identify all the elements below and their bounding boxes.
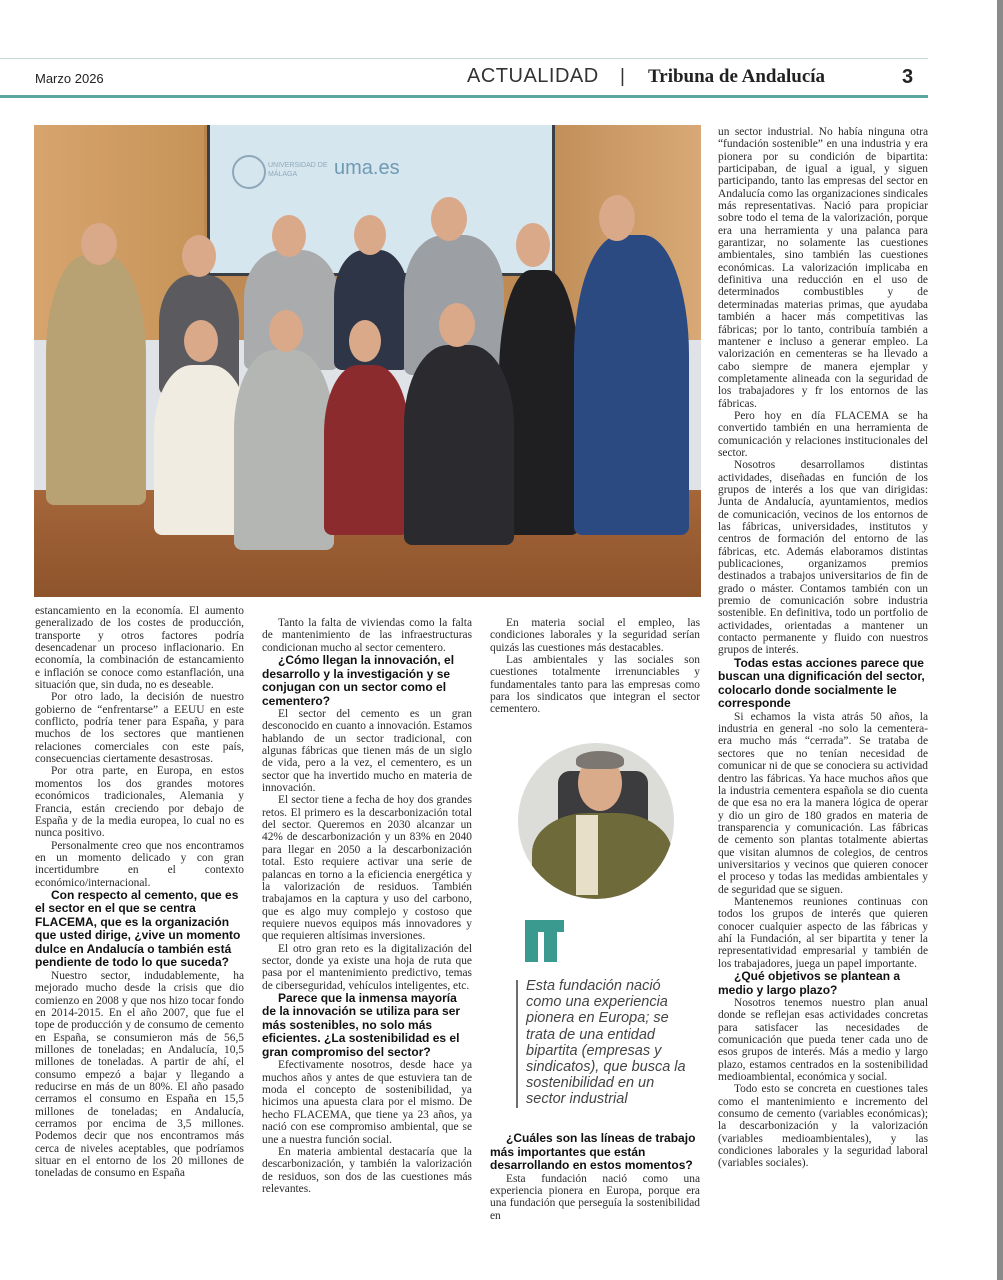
person-head [349,320,381,362]
paragraph: Efectivamente nosotros, desde hace ya muchos años y antes de que estuviera tan de moda el concepto de sostenibilidad, ya hicimos una apuesta clara por el mismo. De hecho FLACEMA, que tiene ya 23 años, ya nació con ese compromiso ambiental, que se une a nuestra función social. [262,1059,472,1146]
pull-quote-bar [516,980,518,1108]
pull-quote: Esta fundación nació como una experiencia pionera en Europa; se trata de una entidad bipartita (empresas y sindicatos), que busca la sostenibilidad en un sector industrial [526,978,686,1108]
article-column-3 [490,617,700,716]
person-head [81,223,117,265]
scrollbar[interactable] [997,0,1003,1280]
article-column-4 [718,126,928,1170]
interview-question: Con respecto al cemento, que es el sector en el que se centra FLACEMA, que es la organización que usted dirige, ¿vive un momento dulce en Andalucía o también está pendiente de todo lo que suceda? [35,887,241,970]
paragraph: Las ambientales y las sociales son cuestiones totalmente irrenunciables y fundamentales tanto para las empresas como para los sindicatos que integran el sector cementero. [490,654,700,716]
paragraph: Nosotros tenemos nuestro plan anual donde se reflejan esas actividades concretas para satisfacer las necesidades de comunicación que pueda tener cada uno de esos grupos de interés. Más a medio y largo plazo, estamos centrados en la sostenibilidad medioambiental, económica y social. [718,997,928,1084]
interview-question: Parece que la inmensa mayoría de la innovación se utiliza para ser más sostenibles, no solo más eficientes. ¿La sostenibilidad es el gran compromiso del sector? [262,990,461,1059]
jacket [532,813,672,899]
screen-url: uma.es [334,157,400,179]
paragraph: El sector del cemento es un gran desconocido en cuanto a innovación. Estamos hablando de un sector tradicional, con algunas fábricas que tienen más de un siglo de vida, pero a la vez, el cementero, es un sector que ha invertido mucho en materia de innovación. [262,708,472,795]
person [234,350,334,550]
interview-question: ¿Qué objetivos se plantean a medio y largo plazo? [718,969,901,997]
person-head [431,197,467,241]
paragraph: Tanto la falta de viviendas como la falta de mantenimiento de las infraestructuras condicionan mucho al sector cementero. [262,617,472,654]
interview-question: ¿Cómo llegan la innovación, el desarrollo y la investigación y se conjugan con un sector como el cementero? [262,653,455,708]
paragraph: Personalmente creo que nos encontramos en un momento delicado y con gran incertidumbre en el contexto económico/internacional. [35,839,244,889]
paragraph: Si echamos la vista atrás 50 años, la industria en general -no solo la cementera- era mucho más “cerrada”. Se trataba de sectores que no tenían necesidad de comunicar ni de que se conociera su actividad dentro las fábricas. Ya hace muchos años que la industria cementera española se dio cuenta de que esa no era la manera lógica de operar y dio un giro de 180 grados en materia de transparencia y comunicación. Las fábricas de cemento son plantas totalmente abiertas que visitan alumnos de colegios, de centros universitarios y vecinos que quieren conocer el proceso y todas las medidas ambientales y de seguridad que se siguen. [718,710,928,896]
interviewee-portrait [518,743,674,899]
paragraph: estancamiento en la economía. El aumento generalizado de los costes de producción, transporte y otros factores podría desencadenar un proceso inflacionario. En economía, la combinación de estancamiento e inflación se conoce como estanflación, una situación que, sin duda, no es deseable. [35,605,244,692]
person-head [269,310,303,352]
paragraph: Nosotros desarrollamos distintas actividades, diseñadas en función de los grupos de interés a los que van dirigidas: Junta de Andalucía, ayuntamientos, medios de comunicación, vecinos de los entornos de las fábricas, universidades, institutos y centros de formación del entorno de las fábricas, etc. Además elaboramos distintas publicaciones, organizamos premios destinados a trabajos universitarios de fin de grado o máster. Contamos también con un premio de comunicación sobre industria sostenible. En definitiva, todo un portfolio de actividades, orientadas a mantener un contacto permanente y fluido con nuestros grupos de interés. [718,459,928,657]
page-header [0,60,928,96]
header-rule [0,95,928,98]
screen-university-name: UNIVERSIDAD DE MÁLAGA [268,162,328,178]
paragraph: El otro gran reto es la digitalización del sector, donde ya existe una hoja de ruta que pasa por el mantenimiento predictivo, temas de ciberseguridad, vehículos inteligentes, etc. [262,942,472,992]
top-rule [0,58,928,59]
issue-date: Marzo 2026 [35,71,104,86]
page-number: 3 [902,66,914,88]
person [324,365,409,535]
person-head [184,320,218,362]
person-head [439,303,475,347]
group-photo [34,125,701,597]
person-head [354,215,386,255]
interview-question: Todas estas acciones parece que buscan una dignificación del sector, colocarlo donde socialmente le corresponde [718,655,925,711]
paragraph: En materia ambiental destacaría que la descarbonización, y también la valorización de residuos, son dos de las cuestiones más relevantes. [262,1145,472,1195]
person-head [272,215,306,257]
section-title: ACTUALIDAD [467,65,599,87]
paragraph: En materia social el empleo, las condiciones laborales y la seguridad serían quizás las cuestiones más destacables. [490,617,700,654]
person-head [516,223,550,267]
paragraph: El sector tiene a fecha de hoy dos grandes retos. El primero es la descarbonización total del sector. Queremos en 2030 alcanzar un 42% de descarbonización y un 83% en 2040 para llegar en 2050 a la descarbonización total. Esto requiere activar una serie de palancas en torno a la eficiencia energética y la valorización de residuos. También trabajamos en la captura y uso del carbono, que es algo muy complejo y costoso que requiere nuevos equipos más innovadores y que requieren altísimas inversiones. [262,794,472,943]
interview-question: ¿Cuáles son las líneas de trabajo más importantes que están desarrollando en estos momentos? [490,1131,696,1172]
hair [576,751,624,769]
publication-name: Tribuna de Andalucía [648,66,826,87]
paragraph: Nuestro sector, indudablemente, ha mejorado mucho desde la crisis que dio comienzo en 2008 y que nos hizo tocar fondo en 2014-2015. En el año 2007, que fue el tope de producción y de consumo de cemento en España, se consumieron más de 56,5 millones de toneladas; en Andalucía, 10,5 millones de toneladas. A partir de ahí, el consumo empezó a bajar y llegando a reducirse en más de un 80%. El año pasado cerramos el consumo en España en 15,5 millones de toneladas; en Andalucía, cerramos por encima de 3,5 millones. Podemos decir que nos encontramos más cerca de niveles aceptables, que podríamos situar en el entorno de los 20 millones de toneladas de consumo en España [35,969,244,1180]
person [404,345,514,545]
paragraph: un sector industrial. No había ninguna otra “fundación sostenible” en una industria y era pionera por su condición de bipartita: participaban, de igual a igual, y siguen participando, tanto las empresas del sector en Andalucía como las organizaciones sindicales más representativas. Nació para propiciar sobre todo el tema de la valorización, porque era una herramienta y una palanca para garantizar, no solamente las cuestiones ambientales, sino también las cuestiones económicas. La valorización implicaba en definitiva una reducción en el uso de determinados combustibles y de determinadas materias primas, que ayudaba también a hacer más competitivas las fábricas; por lo tanto, contribuía también a mantener e incluso a generar empleo. La valorización en cementeras se ha llevado a cabo siempre de manera ejemplar y completamente alineada con la seguridad de los trabajadores y fr los entornos de las fábricas. [718,126,928,410]
article-column-3-lower [490,1132,700,1222]
paragraph: Por otro lado, la decisión de nuestro gobierno de “enfrentarse” a EEUU en este conflicto, podría tener para España, y para muchos de los sectores que mantienen relaciones comerciales con este país, consecuencias ciertamente desastrosas. [35,691,244,766]
person-head [182,235,216,277]
paragraph: Esta fundación nació como una experiencia pionera en Europa, porque era una fundación que perseguía la sostenibilidad en [490,1172,700,1222]
person [46,255,146,505]
paragraph: Mantenemos reuniones continuas con todos los grupos de interés que quieren conocer cualquier aspecto de las fábricas y ahí la Fundación, al ser bipartita y tener la representatividad empresarial y también de los trabajadores, juega un papel importante. [718,895,928,970]
paragraph: Pero hoy en día FLACEMA se ha convertido también en una herramienta de comunicación y relaciones institucionales del sector. [718,409,928,459]
header-separator: | [620,66,625,87]
article-column-2 [262,617,472,1195]
person-head [599,195,635,241]
article-column-1 [35,605,244,1180]
paragraph: Por otra parte, en Europa, en estos momentos los dos grandes motores económicos tradicionales, Alemania y Francia, están creciendo por debajo de España y de la media europea, lo cual no es nunca positivo. [35,765,244,840]
person [574,235,689,535]
shirt [576,815,598,895]
quote-mark-icon [525,920,563,967]
paragraph: Todo esto se concreta en cuestiones tales como el mantenimiento e incremento del consumo de cemento (variables económicas); la descarbonización y la valorización (variables medioambientales), y las condiciones laborales y la seguridad laboral (variables sociales). [718,1083,928,1170]
university-seal-icon [232,155,266,189]
